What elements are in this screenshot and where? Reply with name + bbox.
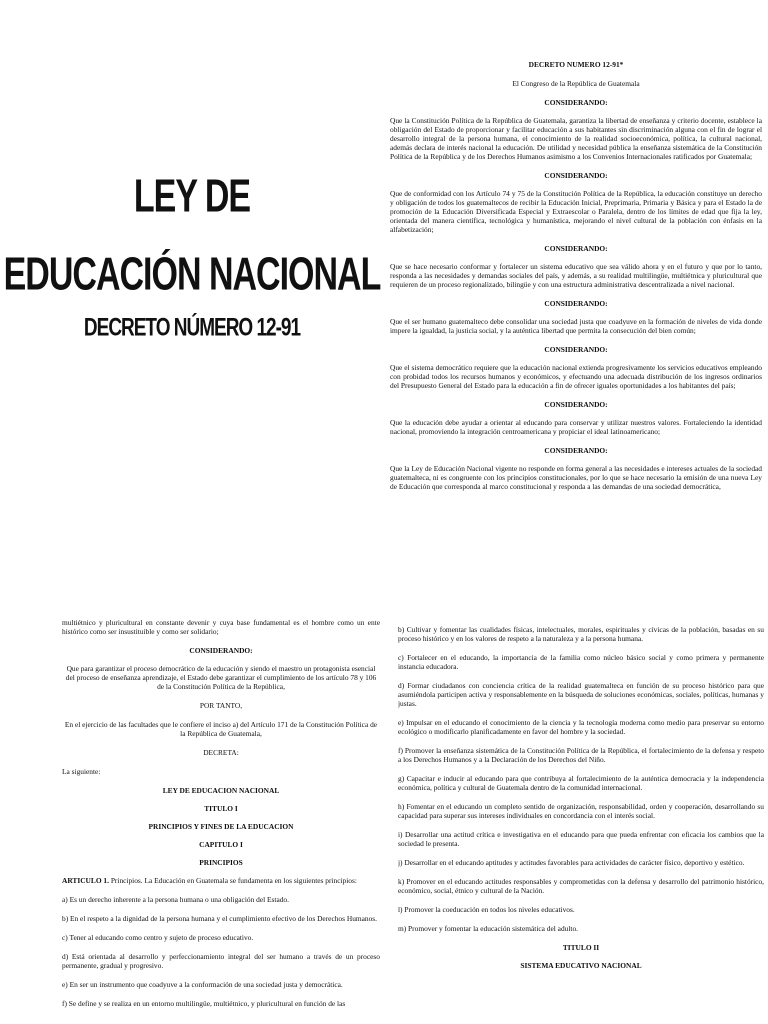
considerando-paragraph: Que se hace necesario conformar y fortalecer un sistema educativo que sea válido ahora y en el futuro y que por lo tanto, responda a las necesidades y demandas sociales del país, y además, a su realidad multilingüe, multiétnica y pluricultural que requieren de un proceso regionalizado, bilingüe y con una estructura administrativa descentralizada a nivel nacional. [390,262,762,289]
considerando-paragraph: Que el sistema democrático requiere que la educación nacional extienda progresivamente los servicios educativos empleando con probidad todos los recursos humanos y económicos, y efectuando una adecuada distribución de los ingresos ordinarios del Presupuesto General del Estado para la educación a fin de ofrecer iguales oportunidades a los habitantes del país; [390,363,762,390]
por-tanto: POR TANTO, [199,701,243,710]
decree-section [62,618,380,1024]
list-item: i) Desarrollar una actitud crítica e investigativa en el educando para que pueda enfrentar con eficacia los cambios que la sociedad le presenta. [398,830,764,848]
titulo-subheading: PRINCIPIOS Y FINES DE LA EDUCACION [148,822,294,831]
considerando-heading: CONSIDERANDO: [544,400,608,409]
considerando-paragraph: Que la educación debe ayudar a orientar al educando para conservar y utilizar nuestros valores. Fortaleciendo la identidad nacional, promoviendo la integración centroamericana y propiciar el ideal latinoamericano; [390,418,762,436]
capitulo-subheading: PRINCIPIOS [199,858,243,867]
cover-decree-number: DECRETO NÚMERO 12-91 [83,314,301,342]
list-item: g) Capacitar e inducir al educando para que contribuya al fortalecimiento de la auténtica democracia y la independencia económica, política y cultural de Guatemala dentro de la comunidad internacional. [398,774,764,792]
considerando-heading: CONSIDERANDO: [544,446,608,455]
considerando-paragraph: Que para garantizar el proceso democrático de la educación y siendo el maestro un protagonista esencial del proceso de enseñanza aprendizaje, el Estado debe garantizar el cumplimiento de los artículo 78 y 106 de la Constitución Política de la República, [65,664,377,691]
cover-title-line1: LEY DE [133,171,251,223]
list-item: b) En el respeto a la dignidad de la persona humana y el cumplimiento efectivo de los Derechos Humanos. [62,914,378,923]
list-item: b) Cultivar y fomentar las cualidades físicas, intelectuales, morales, espirituales y cívicas de la población, basadas en su proceso histórico y en los valores de respeto a la naturaleza y a la persona humana. [398,625,764,643]
list-item: h) Fomentar en el educando un completo sentido de organización, responsabilidad, orden y cooperación, desarrollando su capacidad para superar sus intereses individuales en concordancia con el interés social. [398,802,764,820]
considerando-heading: CONSIDERANDO: [189,646,253,655]
facultades-paragraph: En el ejercicio de las facultades que le confiere el inciso a) del Artículo 171 de la Constitución Política de la República de Guatemala, [64,720,378,738]
continuation-paragraph: multiétnico y pluricultural en constante devenir y cuya base fundamental es el hombre como un ente histórico como ser insustituible y como ser solidario; [62,618,380,636]
considerando-heading: CONSIDERANDO: [544,171,608,180]
list-item: d) Está orientada al desarrollo y perfeccionamiento integral del ser humano a través de un proceso permanente, gradual y progresivo. [62,952,380,970]
titulo-subheading: SISTEMA EDUCATIVO NACIONAL [520,961,642,970]
list-item: c) Tener al educando como centro y sujeto de proceso educativo. [62,933,254,942]
considerando-paragraph: Que la Ley de Educación Nacional vigente no responde en forma general a las necesidades e intereses actuales de la sociedad guatemalteca, ni es congruente con los principios constitucionales, por lo que se hace necesario la emisión de una nueva Ley de Educación que corresponda al marco constitucional y responda a las demandas de una sociedad democrática, [390,464,762,491]
list-item: m) Promover y fomentar la educación sistemática del adulto. [398,924,578,933]
capitulo-heading: CAPITULO I [199,840,243,849]
list-item: l) Promover la coeducación en todos los niveles educativos. [398,905,575,914]
cover-title-line2: EDUCACIÓN NACIONAL [3,249,381,301]
considerando-heading: CONSIDERANDO: [544,299,608,308]
decreta: DECRETA: [203,748,239,757]
considerando-heading: CONSIDERANDO: [544,345,608,354]
list-item: a) Es un derecho inherente a la persona humana o una obligación del Estado. [62,895,289,904]
considerando-heading: CONSIDERANDO: [544,244,608,253]
congress-line: El Congreso de la República de Guatemala [512,79,640,88]
list-item: e) En ser un instrumento que coadyuve a la conformación de una sociedad justa y democrática. [62,980,343,989]
law-title: LEY DE EDUCACION NACIONAL [162,786,280,795]
list-item: f) Promover la enseñanza sistemática de la Constitución Política de la República, el fortalecimiento de la defensa y respeto a los Derechos Humanos y a la Declaración de los Derechos del Niño. [398,746,764,764]
considerando-heading: CONSIDERANDO: [544,98,608,107]
article-1 [62,876,380,885]
preamble-section [390,60,762,605]
titulo-heading: TITULO I [204,804,238,813]
list-item: c) Fortalecer en el educando, la importancia de la familia como núcleo básico social y como primera y permanente instancia educadora. [398,653,764,671]
list-item: e) Impulsar en el educando el conocimiento de la ciencia y la tecnología moderna como medio para preservar su entorno ecológico o modificarlo planificadamente en favor del hombre y la sociedad. [398,718,764,736]
list-item: j) Desarrollar en el educando aptitudes y actitudes favorables para actividades de carácter físico, deportivo y estético. [398,858,745,867]
list-item: k) Promover en el educando actitudes responsables y comprometidas con la defensa y desarrollo del patrimonio histórico, económico, social, étnico y cultural de la Nación. [398,877,764,895]
cover-section [0,0,384,600]
list-item: d) Formar ciudadanos con conciencia crítica de la realidad guatemalteca en función de su proceso histórico para que asumiéndola participen activa y responsablemente en la búsqueda de soluciones económicas, sociales, políticas, humanas y justas. [398,681,764,708]
considerando-paragraph: Que de conformidad con los Artículo 74 y 75 de la Constitución Política de la República, la educación constituye un derecho y obligación de todos los guatemaltecos de recibir la Educación Inicial, Preprimaria, Primaria y Básica y para el Estado la de promoción de la Educación Diversificada Especial y Extraescolar o Paralela, dentro de los límites de edad que fija la ley, orientada del manera científica, tecnológica y humanística, mejorando el nivel cultural de la población con énfasis en la alfabetización; [390,189,762,234]
decree-heading: DECRETO NUMERO 12-91* [528,60,624,69]
considerando-paragraph: Que el ser humano guatemalteco debe consolidar una sociedad justa que coadyuve en la formación de niveles de vida donde impere la igualdad, la justicia social, y la auténtica libertad que permita la consecución del bien común; [390,317,762,335]
fines-section [398,625,764,1024]
considerando-paragraph: Que la Constitución Política de la República de Guatemala, garantiza la libertad de enseñanza y criterio docente, establece la obligación del Estado de proporcionar y facilitar educación a sus habitantes sin discriminación alguna con el fin de lograr el desarrollo integral de la persona humana, el conocimiento de la realidad socioeconómica, política, la cultural nacional, además declara de interés nacional la educación. De utilidad y necesidad pública la enseñanza sistemática de la Constitución Política de la República y de los Derechos Humanos asimismo a los Convenios Internacionales ratificados por Guatemala; [390,116,762,161]
la-siguiente: La siguiente: [62,767,101,776]
article-1-text: Principios. La Educación en Guatemala se fundamenta en los siguientes principios: [108,876,357,885]
titulo-heading: TITULO II [562,943,600,952]
list-item: f) Se define y se realiza en un entorno multilingüe, multiétnico, y pluricultural en función de las [62,999,346,1008]
article-1-label: ARTICULO 1. [62,876,109,885]
